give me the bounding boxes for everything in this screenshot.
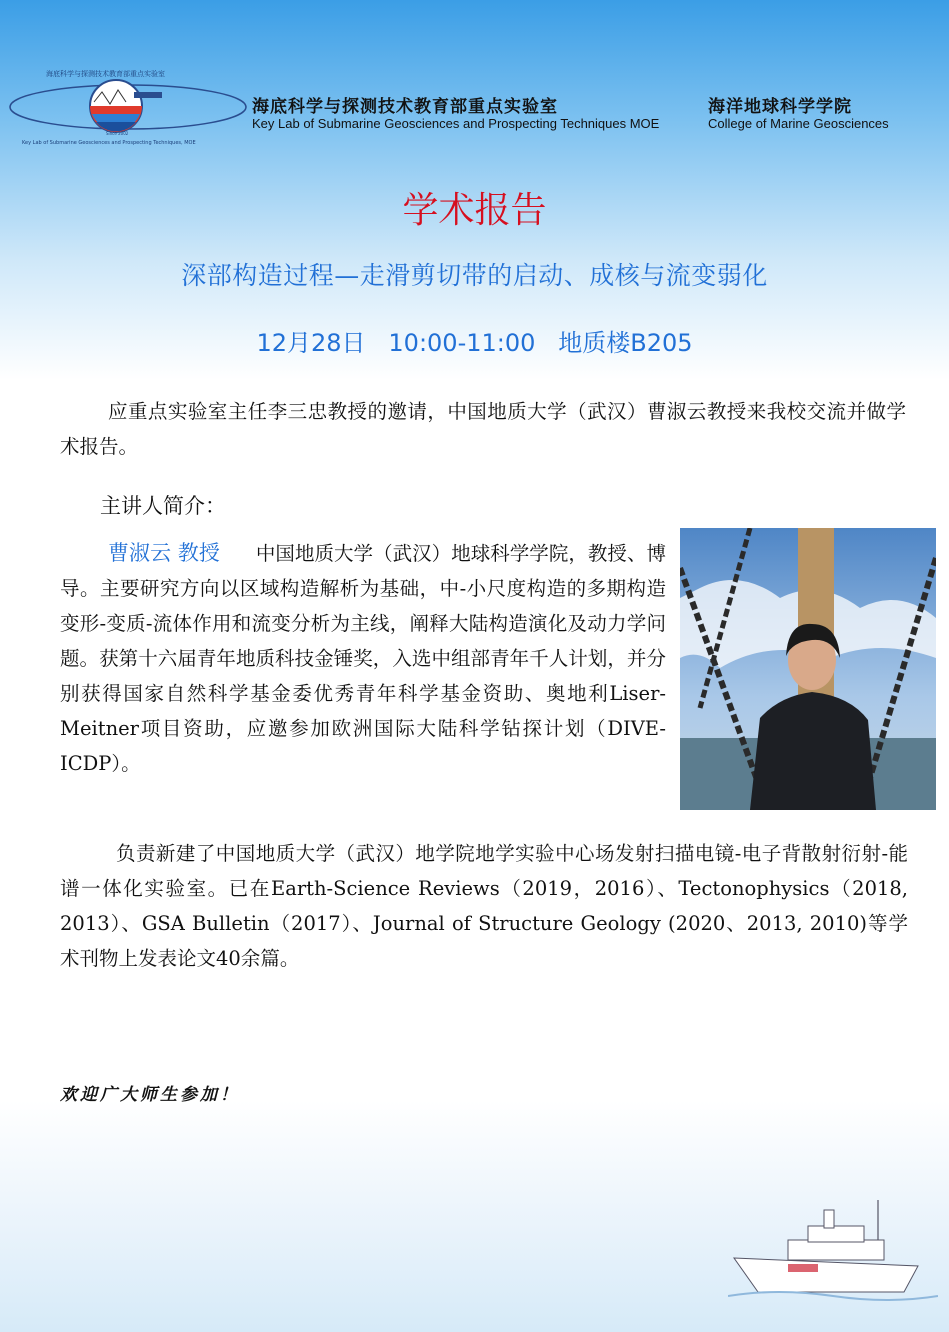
talk-datetime-venue: 12月28日 10:00-11:00 地质楼B205 xyxy=(256,329,693,357)
bio-heading: 主讲人简介： xyxy=(100,494,226,518)
lab-name-en: Key Lab of Submarine Geosciences and Prospecting Techniques MOE xyxy=(252,116,660,131)
research-ship-illustration xyxy=(728,1196,938,1306)
svg-text:Key Lab of Submarine Geoscienc: Key Lab of Submarine Geosciences and Prospecting Techniques, MOE xyxy=(22,140,196,146)
intro-paragraph: 应重点实验室主任李三忠教授的邀请，中国地质大学（武汉）曹淑云教授来我校交流并做学术报告。 xyxy=(60,400,906,458)
closing-invitation: 欢迎广大师生参加！ xyxy=(60,1085,240,1105)
college-name-cn: 海洋地球科学学院 xyxy=(708,97,852,117)
lab-name-cn: 海底科学与探测技术教育部重点实验室 xyxy=(252,97,558,117)
svg-text:海底科学与探测技术教育部重点实验室: 海底科学与探测技术教育部重点实验室 xyxy=(46,70,165,78)
speaker-name: 曹淑云 教授 xyxy=(108,541,220,565)
bio-paragraph-1 xyxy=(60,536,666,781)
lab-logo xyxy=(6,62,250,152)
svg-text:Since 2002: Since 2002 xyxy=(106,131,129,136)
college-name-en: College of Marine Geosciences xyxy=(708,116,889,131)
speaker-photo xyxy=(680,528,936,810)
page-title: 学术报告 xyxy=(402,190,547,231)
bio-text-1: 中国地质大学（武汉）地球科学学院，教授、博导。主要研究方向以区域构造解析为基础，中-小尺度构造的多期构造变形-变质-流体作用和流变分析为主线，阐释大陆构造演化及动力学问题。获第十六届青年地质科技金锤奖，入选中组部青年千人计划，并分别获得国家自然科学基金委优秀青年科学基金资助、奥地利Liser-Meitner项目资助，应邀参加欧洲国际大陆科学钻探计划（DIVE-ICDP）。 xyxy=(60,542,666,775)
talk-topic: 深部构造过程—走滑剪切带的启动、成核与流变弱化 xyxy=(181,261,768,290)
bio-paragraph-2: 负责新建了中国地质大学（武汉）地学院地学实验中心场发射扫描电镜-电子背散射衍射-能谱一体化实验室。已在Earth-Science Reviews（2019，2016）、Tectonophysics（2018, 2013）、GSA Bulletin（2017）、Journal of Structure Geology (2020、2013, 2010)等学术刊物上发表论文40余篇。 xyxy=(60,842,908,970)
